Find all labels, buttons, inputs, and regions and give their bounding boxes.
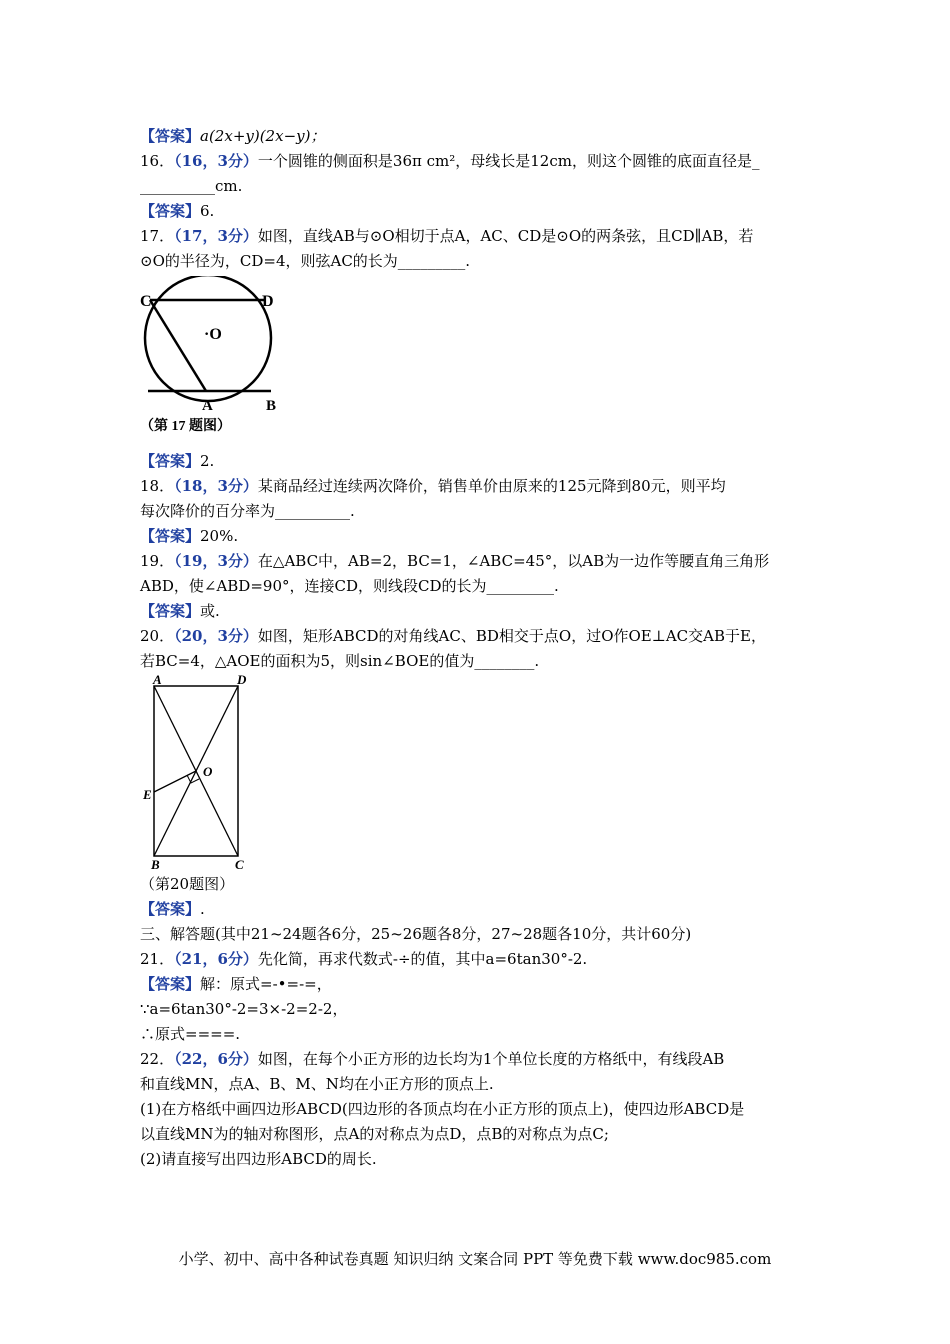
q21-line1 [140, 949, 587, 969]
label-b: B [266, 398, 277, 414]
answer-tag: 【答案】 [140, 900, 201, 918]
q16-text1: 一个圆锥的侧面积是36π cm²，母线长是12cm，则这个圆锥的底面直径是_ [257, 152, 760, 170]
q20-line1 [140, 626, 766, 646]
answer-tag: 【答案】 [140, 527, 201, 545]
label-e: E [143, 787, 152, 802]
q21-line2: ∵a=6tan30°-2=3×-2=2-2， [140, 1000, 348, 1018]
q21-meta: （21，6分） [174, 950, 258, 968]
q17-line1 [140, 226, 753, 246]
q21-text1: 先化简，再求代数式-÷的值，其中a=6tan30°-2. [257, 950, 588, 968]
q22-meta: （22，6分） [174, 1050, 258, 1068]
q15-answer: a(2x+y)(2x−y)； [200, 127, 326, 145]
answer-tag: 【答案】 [140, 975, 201, 993]
q18-text1: 某商品经过连续两次降价，销售单价由原来的125元降到80元，则平均 [257, 477, 726, 495]
label-b: B [151, 857, 160, 872]
q22-line1 [140, 1049, 724, 1069]
q18-answer-line [140, 526, 238, 546]
q16-answer-line [140, 201, 214, 221]
q16-line2: __________cm. [140, 177, 243, 195]
q15-answer-line [140, 126, 325, 146]
q22-line4: 以直线MN为的轴对称图形，点A的对称点为点D，点B的对称点为点C; [140, 1125, 609, 1143]
q21-answer: 解：原式=-•=-=， [200, 975, 332, 993]
q20-answer: . [200, 900, 205, 918]
q20-answer-line [140, 899, 205, 919]
q18-meta: （18，3分） [174, 477, 258, 495]
q18-line1 [140, 476, 726, 496]
q17-number: 17． [140, 227, 175, 245]
q18-answer: 20%. [200, 527, 239, 545]
q20-meta: （20，3分） [174, 627, 258, 645]
q17-text1: 如图，直线AB与⊙O相切于点A，AC、CD是⊙O的两条弦，且CD∥AB，若 [257, 227, 754, 245]
q20-text1: 如图，矩形ABCD的对角线AC、BD相交于点O，过O作OE⊥AC交AB于E， [257, 627, 766, 645]
label-c: C [140, 293, 152, 310]
label-d: D [262, 293, 274, 310]
q19-answer: 或. [200, 602, 220, 620]
answer-tag: 【答案】 [140, 452, 201, 470]
q19-text1: 在△ABC中，AB=2，BC=1，∠ABC=45°，以AB为一边作等腰直角三角形 [257, 552, 770, 570]
q16-line1 [140, 151, 759, 171]
q19-line2: ABD，使∠ABD=90°，连接CD，则线段CD的长为_________. [140, 577, 559, 595]
q20-figure [140, 670, 260, 875]
q17-answer: 2. [200, 452, 215, 470]
q19-line1 [140, 551, 769, 571]
q22-line3: (1)在方格纸中画四边形ABCD(四边形的各顶点均在小正方形的顶点上)，使四边形ABCD是 [140, 1100, 745, 1118]
q21-line3: ∴原式====. [140, 1025, 241, 1043]
label-o: O [203, 764, 213, 779]
q21-answer-line [140, 974, 332, 994]
answer-tag: 【答案】 [140, 602, 201, 620]
q19-meta: （19，3分） [174, 552, 258, 570]
q19-number: 19． [140, 552, 175, 570]
q18-line2: 每次降价的百分率为__________. [140, 502, 355, 520]
q21-number: 21． [140, 950, 175, 968]
label-a: A [153, 672, 162, 687]
answer-tag: 【答案】 [140, 202, 201, 220]
page-footer: 小学、初中、高中各种试卷真题 知识归纳 文案合同 PPT 等免费下载 www.doc985.com [178, 1250, 772, 1268]
q17-figure-caption: （第 17 题图） [140, 419, 231, 434]
q22-text1: 如图，在每个小正方形的边长均为1个单位长度的方格纸中，有线段AB [257, 1050, 725, 1068]
q19-answer-line [140, 601, 220, 621]
answer-tag: 【答案】 [140, 127, 201, 145]
label-o: ·O [204, 326, 222, 343]
q17-answer-line [140, 451, 214, 471]
q16-answer: 6. [200, 202, 215, 220]
q17-line2: ⊙O的半径为，CD=4，则弦AC的长为_________. [140, 252, 471, 270]
q20-line2: 若BC=4，△AOE的面积为5，则sin∠BOE的值为________. [140, 652, 540, 670]
label-d: D [237, 672, 247, 687]
q18-number: 18． [140, 477, 175, 495]
q17-figure [138, 276, 288, 436]
q16-meta: （16，3分） [174, 152, 258, 170]
q22-line2: 和直线MN，点A、B、M、N均在小正方形的顶点上. [140, 1075, 494, 1093]
q17-meta: （17，3分） [174, 227, 258, 245]
label-c: C [235, 857, 244, 872]
q16-number: 16． [140, 152, 175, 170]
q20-caption: （第20题图） [140, 875, 235, 893]
label-a: A [202, 398, 213, 414]
q20-number: 20． [140, 627, 175, 645]
section-heading: 三、解答题(其中21~24题各6分，25~26题各8分，27~28题各10分，共计60分) [140, 925, 692, 943]
q22-number: 22． [140, 1050, 175, 1068]
q22-line5: (2)请直接写出四边形ABCD的周长. [140, 1150, 377, 1168]
